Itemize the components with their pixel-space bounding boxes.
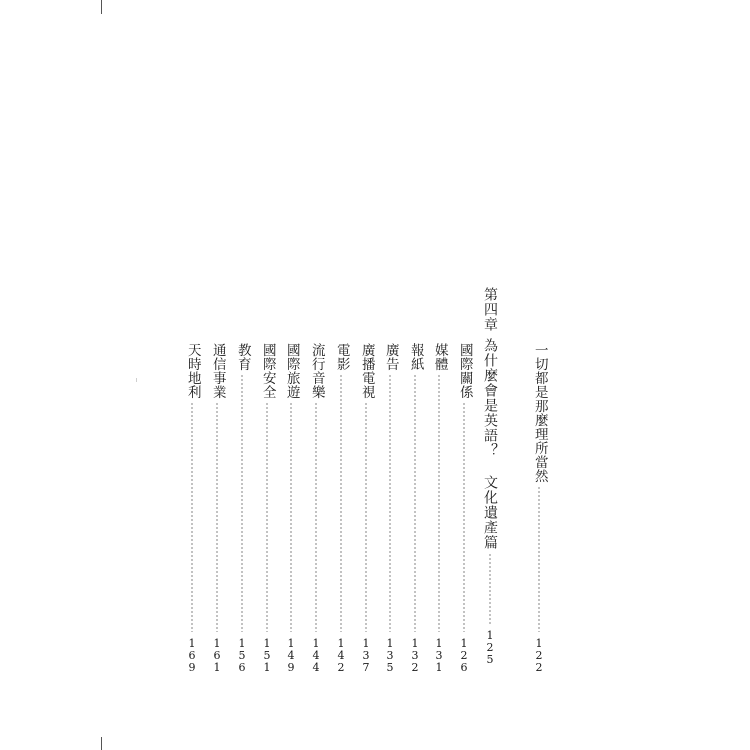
toc-entry [356,343,376,673]
chapter-label: 第四章 [482,287,498,332]
toc-entry-page: 126 [457,637,471,673]
toc-entry-title: 通信事業 [209,343,226,399]
toc-entry [405,343,425,673]
toc-entry-title: 天時地利 [184,343,201,399]
toc-entry [331,343,351,673]
toc-entry-page: 142 [334,637,348,673]
toc-entry [281,343,301,673]
dot-leader [365,402,367,632]
dot-leader [241,374,243,632]
chapter-heading [479,287,501,665]
toc-entry-title: 國際旅遊 [283,343,300,399]
toc-entry [232,343,252,673]
toc-entry-title: 國際關係 [456,343,473,399]
toc-entry [257,343,277,673]
toc-entry-page: 144 [309,637,323,673]
crop-mark-bottom [101,737,102,750]
dot-leader [463,402,465,632]
toc-entry-page: 161 [210,637,224,673]
toc-entry-page: 156 [235,637,249,673]
toc-entry-page: 149 [284,637,298,673]
dot-leader [216,402,218,632]
dot-leader [191,402,193,632]
toc-entry-page: 122 [532,637,546,673]
toc-entry-page: 151 [260,637,274,673]
margin-tick [136,378,137,382]
toc-entry-page: 131 [432,637,446,673]
dot-leader [489,553,491,624]
dot-leader [414,374,416,632]
toc-entry-title: 一切都是那麼理所當然 [531,343,548,483]
chapter-page: 125 [483,629,497,665]
dot-leader [438,374,440,632]
toc-entry-page: 132 [408,637,422,673]
toc-entry [182,343,202,673]
crop-mark-top [101,0,102,14]
toc-entry-page: 169 [185,637,199,673]
toc-entry-title: 流行音樂 [308,343,325,399]
toc-entry-first [529,343,549,673]
dot-leader [290,402,292,632]
toc-entry-title: 電影 [333,343,350,371]
toc-entry-title: 廣播電視 [358,343,375,399]
toc-entry-page: 135 [383,637,397,673]
dot-leader [266,402,268,632]
toc-entry [306,343,326,673]
toc-entry-title: 媒體 [431,343,448,371]
dot-leader [315,402,317,632]
dot-leader [389,374,391,632]
dot-leader [538,486,540,632]
toc-entry [207,343,227,673]
toc-entry [454,343,474,673]
toc-entry [429,343,449,673]
toc-entry-page: 137 [359,637,373,673]
dot-leader [340,374,342,632]
chapter-title: 為什麼會是英語？ 文化遺產篇 [482,338,498,550]
toc-entry [380,343,400,673]
toc-entry-title: 國際安全 [259,343,276,399]
toc-entry-title: 教育 [234,343,251,371]
toc-entry-title: 廣告 [382,343,399,371]
toc-entry-title: 報紙 [407,343,424,371]
